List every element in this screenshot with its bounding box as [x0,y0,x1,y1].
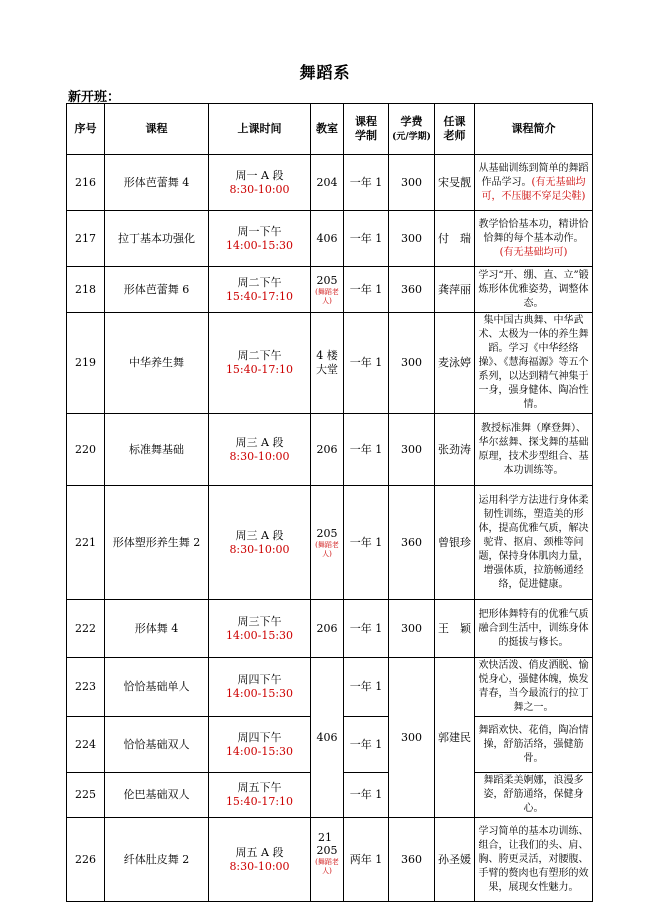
header-room: 教室 [311,104,344,155]
cell-course: 恰恰基础单人 [105,658,209,717]
cell-intro: 舞蹈欢快、花俏，陶冶情操，舒筋活络，强健筋骨。 [475,717,593,773]
cell-room: 205 (舞蹈老人) [311,486,344,600]
cell-fee: 360 [389,486,435,600]
cell-teacher: 宋旻靓 [435,155,475,211]
table-row [67,658,593,717]
cell-course: 标准舞基础 [105,414,209,486]
cell-intro: 从基础训练到简单的舞蹈作品学习。(有无基础均可，不压腿不穿足尖鞋) [475,155,593,211]
header-intro: 课程简介 [475,104,593,155]
table-row [67,211,593,267]
cell-teacher: 王 颖 [435,600,475,658]
table-row [67,267,593,313]
cell-duration: 一年 1 [344,658,389,717]
cell-teacher: 曾银珍 [435,486,475,600]
cell-course: 拉丁基本功强化 [105,211,209,267]
cell-intro: 集中国古典舞、中华武术、太极为一体的养生舞蹈。学习《中华经络操》、《慧海福源》等五个系列，以达到精气神集于一身，强身健体、陶冶性情。 [475,313,593,414]
room-sub-label: (舞蹈老人) [315,540,339,558]
cell-duration: 一年 1 [344,600,389,658]
header-time: 上课时间 [209,104,311,155]
page-number: 21 [318,831,332,844]
cell-seq: 218 [67,267,105,313]
cell-room: 205 (舞蹈老人) [311,818,344,902]
cell-time: 周四下午 14:00-15:30 [209,658,311,717]
room-sub-label: (舞蹈老人) [315,287,339,305]
cell-teacher: 张劲涛 [435,414,475,486]
cell-intro: 教学恰恰基本功，精讲恰恰舞的每个基本动作。 (有无基础均可) [475,211,593,267]
cell-room: 406 [311,211,344,267]
header-seq: 序号 [67,104,105,155]
cell-course: 形体芭蕾舞 6 [105,267,209,313]
cell-seq: 222 [67,600,105,658]
cell-room: 206 [311,414,344,486]
cell-course: 纤体肚皮舞 2 [105,818,209,902]
cell-teacher: 孙圣媛 [435,818,475,902]
table-row [67,313,593,414]
cell-duration: 一年 1 [344,486,389,600]
cell-time: 周五下午 15:40-17:10 [209,773,311,818]
cell-teacher: 麦泳婷 [435,313,475,414]
table-header-row [67,104,593,155]
cell-time: 周三下午 14:00-15:30 [209,600,311,658]
cell-seq: 224 [67,717,105,773]
cell-seq: 226 [67,818,105,902]
cell-duration: 一年 1 [344,267,389,313]
header-course: 课程 [105,104,209,155]
table-row [67,600,593,658]
cell-room: 406 [311,658,344,818]
cell-duration: 一年 1 [344,414,389,486]
cell-time: 周五 A 段 8:30-10:00 [209,818,311,902]
cell-course: 恰恰基础双人 [105,717,209,773]
cell-teacher: 付 瑞 [435,211,475,267]
cell-intro: 教授标准舞（摩登舞）、华尔兹舞、探戈舞的基础原理，技术步型组合、基本功训练等。 [475,414,593,486]
cell-room: 204 [311,155,344,211]
cell-seq: 216 [67,155,105,211]
cell-fee: 300 [389,658,435,818]
header-teacher: 任课 老师 [435,104,475,155]
cell-duration: 一年 1 [344,313,389,414]
cell-fee: 300 [389,313,435,414]
cell-course: 形体塑形养生舞 2 [105,486,209,600]
header-duration: 课程 学制 [344,104,389,155]
cell-seq: 219 [67,313,105,414]
cell-intro: 舞蹈柔美婀娜，浪漫多姿，舒筋通络，保健身心。 [475,773,593,818]
cell-time: 周三 A 段 8:30-10:00 [209,414,311,486]
cell-course: 中华养生舞 [105,313,209,414]
cell-fee: 360 [389,267,435,313]
cell-time: 周一 A 段 8:30-10:00 [209,155,311,211]
cell-intro: 把形体舞特有的优雅气质融合到生活中，训练身体的挺拔与修长。 [475,600,593,658]
cell-seq: 220 [67,414,105,486]
cell-duration: 两年 1 [344,818,389,902]
cell-duration: 一年 1 [344,155,389,211]
page-title: 舞蹈系 [299,63,351,82]
cell-duration: 一年 1 [344,211,389,267]
cell-course: 伦巴基础双人 [105,773,209,818]
cell-intro: 学习“开、绷、直、立”锻炼形体优雅姿势，调整体态。 [475,267,593,313]
cell-time: 周二下午 15:40-17:10 [209,313,311,414]
cell-fee: 360 [389,818,435,902]
cell-duration: 一年 1 [344,773,389,818]
course-table [66,103,593,902]
cell-teacher: 龚萍丽 [435,267,475,313]
cell-room: 4 楼 大堂 [311,313,344,414]
cell-seq: 223 [67,658,105,717]
cell-duration: 一年 1 [344,717,389,773]
cell-course: 形体舞 4 [105,600,209,658]
cell-teacher: 郭建民 [435,658,475,818]
table-row [67,155,593,211]
cell-fee: 300 [389,155,435,211]
cell-intro: 学习简单的基本功训练、组合，让我们的头、肩、胸、胯更灵活，对腰腹、手臂的赘肉也有塑形的效果，展现女性魅力。 [475,818,593,902]
cell-intro: 运用科学方法进行身体柔韧性训练，塑造美的形体，提高优雅气质，解决驼背、抠肩、颈椎等问题，保持身体肌肉力量，增强体质，拉筋畅通经络，促进健康。 [475,486,593,600]
cell-fee: 300 [389,600,435,658]
cell-time: 周二下午 15:40-17:10 [209,267,311,313]
cell-fee: 300 [389,211,435,267]
table-row [67,414,593,486]
cell-time: 周三 A 段 8:30-10:00 [209,486,311,600]
cell-course: 形体芭蕾舞 4 [105,155,209,211]
cell-seq: 225 [67,773,105,818]
cell-room: 206 [311,600,344,658]
cell-time: 周四下午 14:00-15:30 [209,717,311,773]
cell-time: 周一下午 14:00-15:30 [209,211,311,267]
room-sub-label: (舞蹈老人) [315,857,339,875]
cell-seq: 217 [67,211,105,267]
cell-room: 205 (舞蹈老人) [311,267,344,313]
section-label: 新开班： [68,90,121,105]
header-fee: 学费 (元/学期) [389,104,435,155]
table-row [67,486,593,600]
cell-seq: 221 [67,486,105,600]
cell-intro: 欢快活泼、俏皮洒脱、愉悦身心，强健体魄，焕发青春，当今最流行的拉丁舞之一。 [475,658,593,717]
cell-fee: 300 [389,414,435,486]
